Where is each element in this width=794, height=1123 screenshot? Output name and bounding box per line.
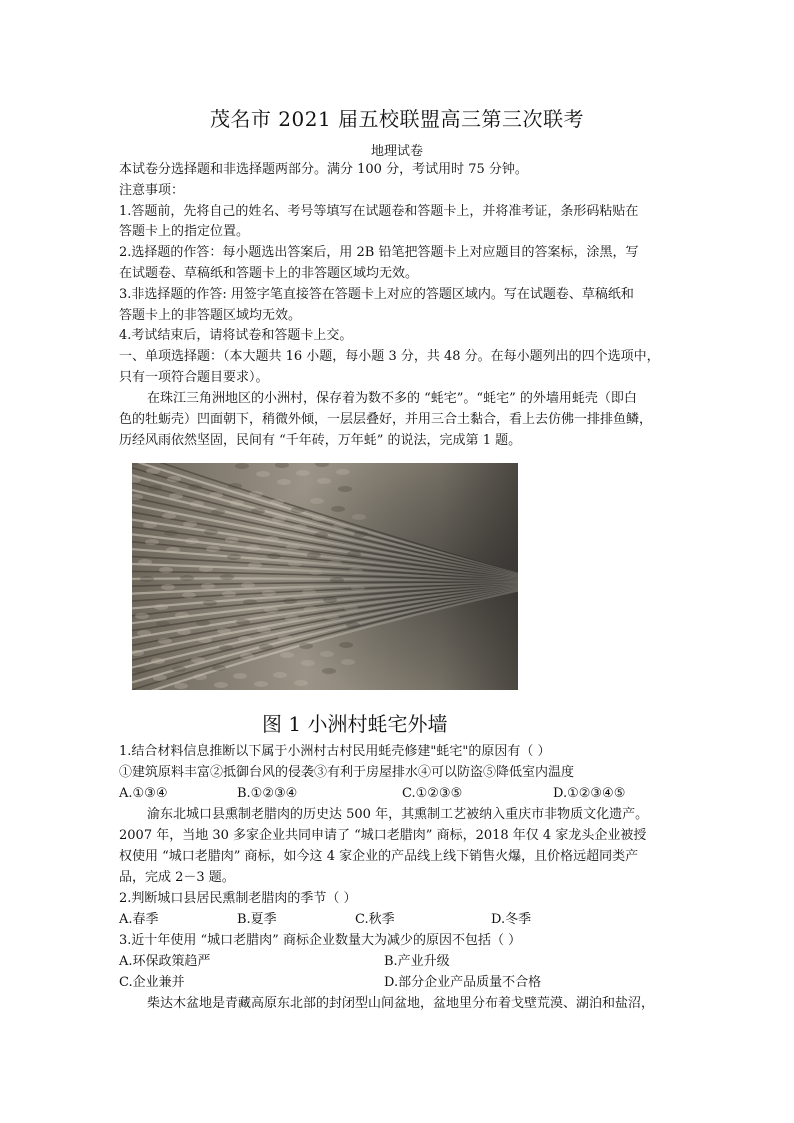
intro-line: 4.考试结束后，请将试卷和答题卡上交。 [119, 328, 353, 343]
q2-option-a[interactable]: A.春季 [119, 912, 159, 927]
question-1-items: ①建筑原料丰富②抵御台风的侵袭③有利于房屋排水④可以防盗⑤降低室内温度 [119, 765, 575, 780]
q1-option-a[interactable]: A.①③④ [119, 786, 168, 801]
q2-option-c[interactable]: C.秋季 [355, 912, 395, 927]
question-1-stem: 1.结合材料信息推断以下属于小洲村古村民用蚝壳修建"蚝宅"的原因有（ ） [119, 744, 551, 759]
intro-line: 答题卡上的指定位置。 [119, 224, 250, 239]
q2-option-d[interactable]: D.冬季 [491, 912, 532, 927]
passage-line: 权使用 “城口老腊肉” 商标，如今这 4 家企业的产品线上线下销售火爆，且价格远超同类产 [119, 849, 639, 864]
intro-line: 在试题卷、草稿纸和答题卡上的非答题区域均无效。 [119, 266, 419, 281]
q3-option-b[interactable]: B.产业升级 [384, 954, 450, 969]
q3-option-c[interactable]: C.企业兼并 [119, 975, 185, 990]
q1-option-b[interactable]: B.①②③④ [237, 786, 298, 801]
q1-option-d[interactable]: D.①②③④⑤ [553, 786, 626, 801]
passage-line: 色的牡蛎壳）凹面朝下，稍微外倾，一层层叠好，并用三合土黏合，看上去仿佛一排排鱼鳞， [119, 412, 653, 427]
intro-line: 1.答题前，先将自己的姓名、考号等填写在试题卷和答题卡上，并将准考证，条形码粘贴在 [119, 204, 639, 219]
passage-line: 2007 年，当地 30 多家企业共同申请了 “城口老腊肉” 商标，2018 年仅 4 家龙头企业被授 [119, 828, 647, 843]
question-2-stem: 2.判断城口县居民熏制老腊肉的季节（ ） [119, 891, 357, 906]
section-heading: 一、单项选择题：（本大题共 16 小题，每小题 3 分，共 48 分。在每小题列出的四个选项中， [119, 349, 660, 364]
passage-line: 在珠江三角洲地区的小洲村，保存着为数不多的 “蚝宅”。“蚝宅” 的外墙用蚝壳（即白 [147, 391, 637, 406]
passage-line: 品，完成 2－3 题。 [119, 870, 235, 885]
passage-line: 柴达木盆地是青藏高原东北部的封闭型山间盆地，盆地里分布着戈壁荒漠、湖泊和盐沼， [147, 996, 655, 1011]
oyster-wall-photo [132, 463, 518, 690]
q1-option-c[interactable]: C.①②③⑤ [402, 786, 463, 801]
question-3-stem: 3.近十年使用 “城口老腊肉” 商标企业数量大为减少的原因不包括（ ） [119, 933, 522, 948]
page-subtitle: 地理试卷 [370, 144, 423, 159]
intro-line: 2.选择题的作答：每小题选出答案后，用 2B 铅笔把答题卡上对应题目的答案标，涂黑，写 [119, 245, 639, 260]
q2-option-b[interactable]: B.夏季 [237, 912, 277, 927]
intro-line: 3.非选择题的作答: 用签字笔直接答在答题卡上对应的答题区域内。写在试题卷、草稿纸和 [119, 287, 634, 302]
passage-line: 渝东北城口县熏制老腊肉的历史达 500 年，其熏制工艺被纳入重庆市非物质文化遗产。 [147, 807, 649, 822]
page-title: 茂名市 2021 届五校联盟高三第三次联考 [209, 107, 585, 131]
intro-line: 本试卷分选择题和非选择题两部分。满分 100 分，考试用时 75 分钟。 [119, 162, 528, 177]
q3-option-a[interactable]: A.环保政策趋严 [119, 954, 211, 969]
intro-line: 注意事项： [119, 183, 185, 198]
section-heading: 只有一项符合题目要求）。 [119, 370, 269, 385]
figure-caption: 图 1 小洲村蚝宅外墙 [262, 712, 448, 736]
q3-option-d[interactable]: D.部分企业产品质量不合格 [384, 975, 542, 990]
intro-line: 答题卡上的非答题区域均无效。 [119, 308, 302, 323]
passage-line: 历经风雨依然坚固，民间有 “千年砖，万年蚝” 的说法，完成第 1 题。 [119, 433, 522, 448]
